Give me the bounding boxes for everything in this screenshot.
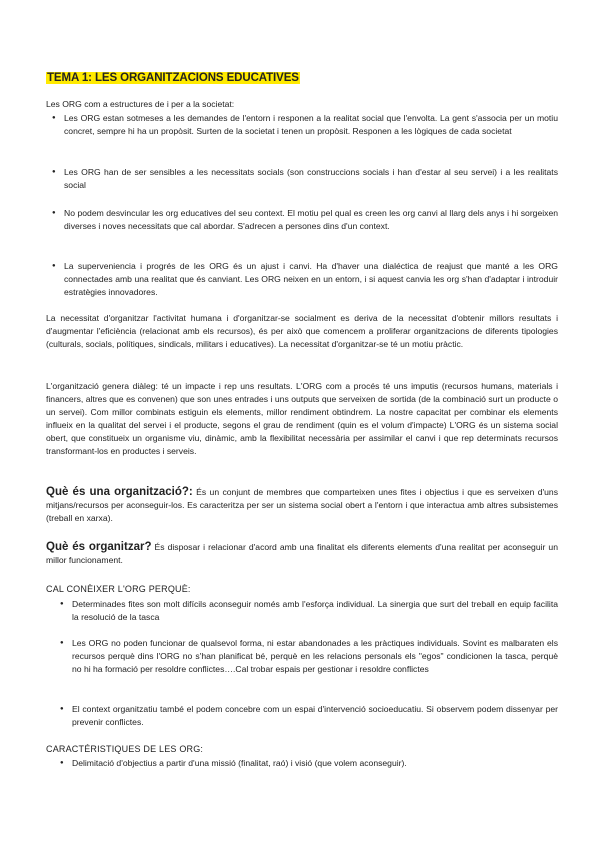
bullet-item: ● No podem desvincular les org educatives del seu context. El motiu pel qual es creen les org canvi al llarg dels anys i hi sorgeixen diverses i noves necessitats que cal abordar. S'adrecen a persones dins d'un context.: [64, 207, 558, 233]
bullet-item: ● Determinades fites son molt difícils aconseguir només amb l'esforça individual. La sinergia que surt del treball en equip facilita la resolució de la tasca: [72, 598, 558, 624]
definition-organitzacio: [46, 486, 558, 525]
bullet-item: ● Delimitació d'objectius a partir d'una missió (finalitat, raó) i visió (que volem aconseguir).: [72, 757, 558, 770]
definition-heading: Què és organitzar?: [46, 541, 152, 553]
paragraph: L'organització genera diàleg: té un impacte i rep uns resultats. L'ORG com a procés té uns imputis (recursos humans, materials i financers, altres que es convenen) que son unes entrades i uns outputs que serveixen de sortida (de la combinació surt un producte o un servei). Com millor combinats estiguin els elements, millor rendiment obtindrem. La nostre capacitat per combinar els elements influeix en la qualitat del servei i el producte, segons el grau de rendiment (quin es el volum d'impacte) L'ORG és un sistema social obert, que constitueix un organisme viu, dinàmic, amb la flexibilitat necessària per assimilar el canvi i que rep determinats recursos transformant-los en productes i serveis.: [46, 381, 558, 456]
bullet-item: ● Les ORG no poden funcionar de qualsevol forma, ni estar abandonades a les pràctiques individuals. Sovint es malbaraten els recursos perquè dins l'ORG no s'han planificat bé, perquè en les relacions personals els "egos" condicionen la tasca, perquè no hi ha formació per resoldre conflictes….Cal trobar espais per gestionar i resoldre conflictes: [72, 637, 558, 676]
definition-text: És un conjunt de membres que comparteixen unes fites i objectius i que es serveixen d'uns mitjans/recursos per aconseguir-los. Es caracteritza per ser un sistema social obert a l'entorn i que interactua amb altres subsistemes (treball en xarxa).: [46, 487, 559, 523]
section-heading: CAL CONÈIXER L'ORG PERQUÈ:: [46, 584, 191, 594]
paragraph: La necessitat d'organitzar l'activitat humana i d'organitzar-se socialment es deriva de la necessitat d'obtenir millors resultats i d'augmentar l'eficiència (relacionat amb els recursos), és per això que comencem a proliferar organitzacions de diferents tipologies (culturals, socials, polítiques, sindicals, militars i educatives). La necessitat d'organitzar-se té un motiu pràctic.: [46, 313, 558, 349]
definition-organitzar: [46, 541, 558, 567]
definition-heading: Què és una organització?:: [46, 486, 193, 498]
bullet-item: ● Les ORG estan sotmeses a les demandes de l'entorn i responen a la realitat social que l'envolta. La gent s'associa per un motiu concret, sempre hi ha un propòsit. Surten de la societat i tenen un propòsit. Responen a les lògiques de cada societat: [64, 112, 558, 138]
bullet-item: ● La superveniencia i progrés de les ORG és un ajust i canvi. Ha d'haver una dialéctica de reajust que manté a les ORG connectades amb una realitat que és canviant. Les ORG neixen en un entorn, i si aquest canvia les org s'han d'adaptar i introduir estratègies innovadores.: [64, 260, 558, 299]
section-heading: CARACTÉRISTIQUES DE LES ORG:: [46, 744, 204, 754]
bullet-item: ● Les ORG han de ser sensibles a les necessitats socials (son construccions socials i han d'estar al seu servei) i a les realitats social: [64, 166, 558, 192]
bullet-item: ● El context organitzatiu també el podem concebre com un espai d'intervenció socioeducatiu. Si observem podem dissenyar per prevenir conflictes.: [72, 703, 558, 729]
intro-text: Les ORG com a estructures de i per a la societat:: [46, 99, 235, 109]
definition-text: És disposar i relacionar d'acord amb una finalitat els diferents elements d'una realitat per aconseguir un millor funcionament.: [46, 542, 558, 565]
document-title: TEMA 1: LES ORGANITZACIONS EDUCATIVES: [47, 72, 299, 84]
